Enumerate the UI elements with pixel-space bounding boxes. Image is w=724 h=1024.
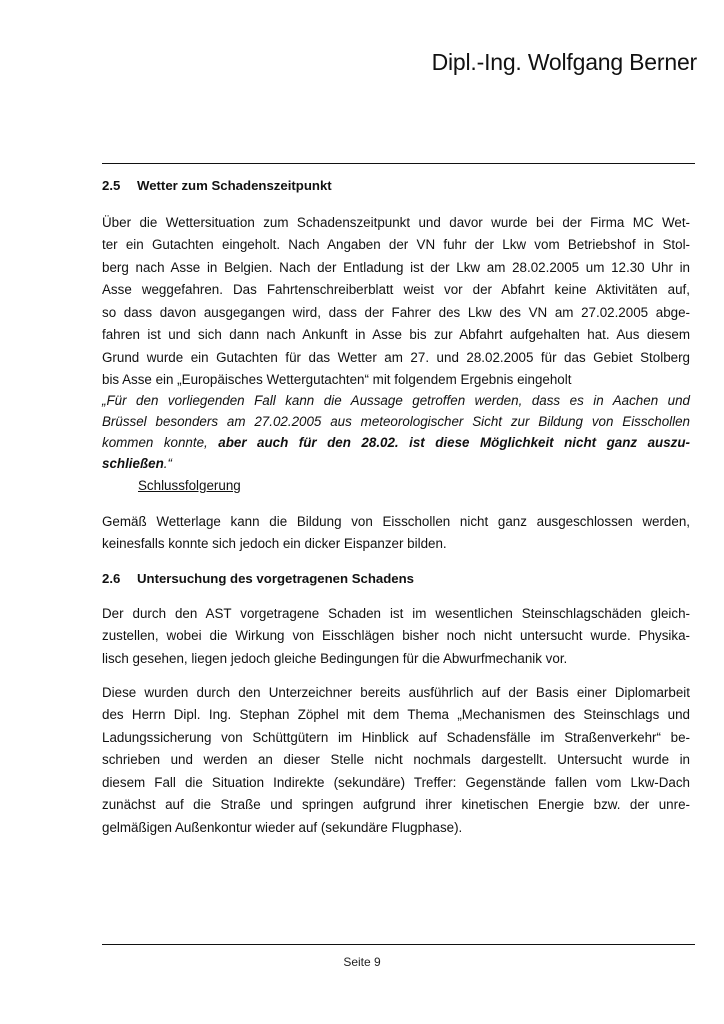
section-heading-2-6 [102,571,414,586]
paragraph-line: diesem Fall die Situation Indirekte (sekundäre) Treffer: Gegenstände fallen vom Lkw-Dach [102,775,690,790]
paragraph-line: fahren ist und sich dann nach Ankunft in Asse bis zur Abfahrt aufgehalten hat. Aus diesem [102,327,690,342]
paragraph-line: zunächst auf die Straße und springen aufgrund ihrer kinetischen Energie bzw. der unre- [102,797,690,812]
page-number: Seite 9 [343,955,381,969]
paragraph-line: Grund wurde ein Gutachten für das Wetter am 27. und 28.02.2005 für das Gebiet Stolberg [102,350,690,365]
paragraph-line: berg nach Asse in Belgien. Nach der Entladung ist der Lkw am 28.02.2005 um 12.30 Uhr in [102,260,690,275]
header-divider [102,163,695,164]
quote-line [102,456,690,472]
quote-text: kommen konnte, [102,435,219,450]
section-number: 2.6 [102,571,121,586]
paragraph-line: schrieben und werden an dieser Stelle nicht nochmals dargestellt. Untersucht wurde in [102,752,690,767]
paragraph-line: lisch gesehen, liegen jedoch gleiche Bedingungen für die Abwurfmechanik vor. [102,651,568,666]
paragraph-line: Asse weggefahren. Das Fahrtenschreiberblatt weist vor der Abfahrt keine Aktivitäten auf, [102,282,690,297]
paragraph-line: Gemäß Wetterlage kann die Bildung von Eisschollen nicht ganz ausgeschlossen werden, [102,514,690,529]
section-title: Wetter zum Schadenszeitpunkt [137,178,332,193]
section-number: 2.5 [102,178,121,193]
quote-text: .“ [163,456,172,471]
paragraph-line: keinesfalls konnte sich jedoch ein dicker Eispanzer bilden. [102,536,447,551]
section-heading-2-5 [102,178,332,193]
paragraph-line: Der durch den AST vorgetragene Schaden ist im wesentlichen Steinschlagschäden gleich- [102,606,690,621]
quote-emphasis: aber auch für den 28.02. ist diese Möglichkeit nicht ganz auszu- [218,435,691,450]
paragraph-line: ter ein Gutachten eingeholt. Nach Angaben der VN fuhr der Lkw vom Betriebshof in Stol- [102,237,690,252]
quote-line: Brüssel besonders am 27.02.2005 aus meteorologischer Sicht zur Bildung von Eisschollen [102,414,690,429]
paragraph-line: Ladungssicherung von Schüttgütern im Hinblick auf Schadensfälle im Straßenverkehr“ be- [102,730,690,745]
conclusion-heading: Schlussfolgerung [138,478,241,493]
paragraph-line: Diese wurden durch den Unterzeichner bereits ausführlich auf der Basis einer Diplomarbeit [102,685,690,700]
footer-divider [102,944,695,945]
paragraph-line: bis Asse ein „Europäisches Wettergutachten“ mit folgendem Ergebnis eingeholt [102,372,572,387]
quote-line: „Für den vorliegenden Fall kann die Aussage getroffen werden, dass es in Aachen und [102,393,690,408]
paragraph-line: des Herrn Dipl. Ing. Stephan Zöphel mit dem Thema „Mechanismen des Steinschlags und [102,707,690,722]
paragraph-line: Über die Wettersituation zum Schadenszeitpunkt und davor wurde bei der Firma MC Wet- [102,215,690,230]
paragraph-line: gelmäßigen Außenkontur wieder auf (sekundäre Flugphase). [102,820,463,835]
quote-line [102,435,690,451]
paragraph-line: zustellen, wobei die Wirkung von Eisschlägen bisher noch nicht untersucht wurde. Physika- [102,628,690,643]
page-header-author: Dipl.-Ing. Wolfgang Berner [431,49,697,75]
paragraph-line: so dass davon ausgegangen wird, dass der Fahrer des Lkw des VN am 27.02.2005 abge- [102,305,690,320]
section-title: Untersuchung des vorgetragenen Schadens [137,571,415,586]
quote-emphasis: schließen [102,456,164,471]
